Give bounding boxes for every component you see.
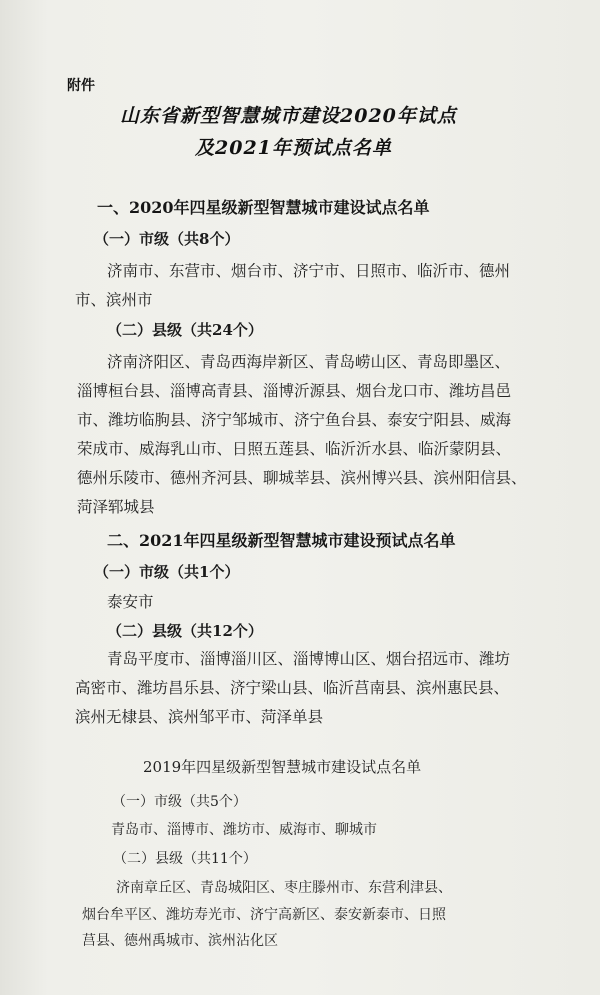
section-3-city-heading: （一）市级（共5个） (112, 794, 247, 810)
section-3-city-line-1: 青岛市、淄博市、潍坊市、威海市、聊城市 (111, 822, 377, 838)
section-2-city-heading: （一）市级（共1个） (94, 563, 240, 581)
section-1-county-line-5: 德州乐陵市、德州齐河县、聊城莘县、滨州博兴县、滨州阳信县、 (77, 469, 527, 487)
section-1-county-line-2: 淄博桓台县、淄博高青县、淄博沂源县、烟台龙口市、潍坊昌邑 (77, 382, 512, 400)
section-1-county-line-1: 济南济阳区、青岛西海岸新区、青岛崂山区、青岛即墨区、 (107, 353, 511, 371)
section-1-county-line-6: 菏泽郓城县 (77, 498, 155, 516)
section-1-city-line-2: 市、滨州市 (75, 291, 153, 309)
section-3-county-heading: （二）县级（共11个） (113, 851, 257, 867)
annex-label: 附件 (67, 78, 95, 94)
section-3-county-line-2: 烟台牟平区、潍坊寿光市、济宁高新区、泰安新泰市、日照 (82, 907, 446, 923)
section-2-heading: 二、2021年四星级新型智慧城市建设预试点名单 (107, 531, 456, 550)
section-1-county-heading: （二）县级（共24个） (107, 321, 263, 339)
section-3-county-line-3: 莒县、德州禹城市、滨州沾化区 (82, 933, 278, 949)
title-line-1: 山东省新型智慧城市建设2020年试点 (120, 105, 457, 127)
section-1-city-heading: （一）市级（共8个） (94, 230, 240, 248)
section-3-heading: 2019年四星级新型智慧城市建设试点名单 (143, 758, 422, 776)
section-1-city-line-1: 济南市、东营市、烟台市、济宁市、日照市、临沂市、德州 (107, 262, 511, 280)
section-1-heading: 一、2020年四星级新型智慧城市建设试点名单 (97, 198, 430, 217)
section-2-county-heading: （二）县级（共12个） (107, 622, 263, 640)
section-2-county-line-1: 青岛平度市、淄博淄川区、淄博博山区、烟台招远市、潍坊 (107, 650, 511, 668)
section-1-county-line-3: 市、潍坊临朐县、济宁邹城市、济宁鱼台县、泰安宁阳县、威海 (77, 411, 512, 429)
section-1-county-line-4: 荣成市、威海乳山市、日照五莲县、临沂沂水县、临沂蒙阴县、 (77, 440, 512, 458)
section-3-county-line-1: 济南章丘区、青岛城阳区、枣庄滕州市、东营利津县、 (116, 880, 452, 896)
section-2-county-line-3: 滨州无棣县、滨州邹平市、菏泽单县 (75, 708, 324, 726)
section-2-city-line-1: 泰安市 (107, 593, 154, 611)
title-line-2: 及2021年预试点名单 (195, 137, 392, 159)
section-2-county-line-2: 高密市、潍坊昌乐县、济宁梁山县、临沂莒南县、滨州惠民县、 (75, 679, 510, 697)
